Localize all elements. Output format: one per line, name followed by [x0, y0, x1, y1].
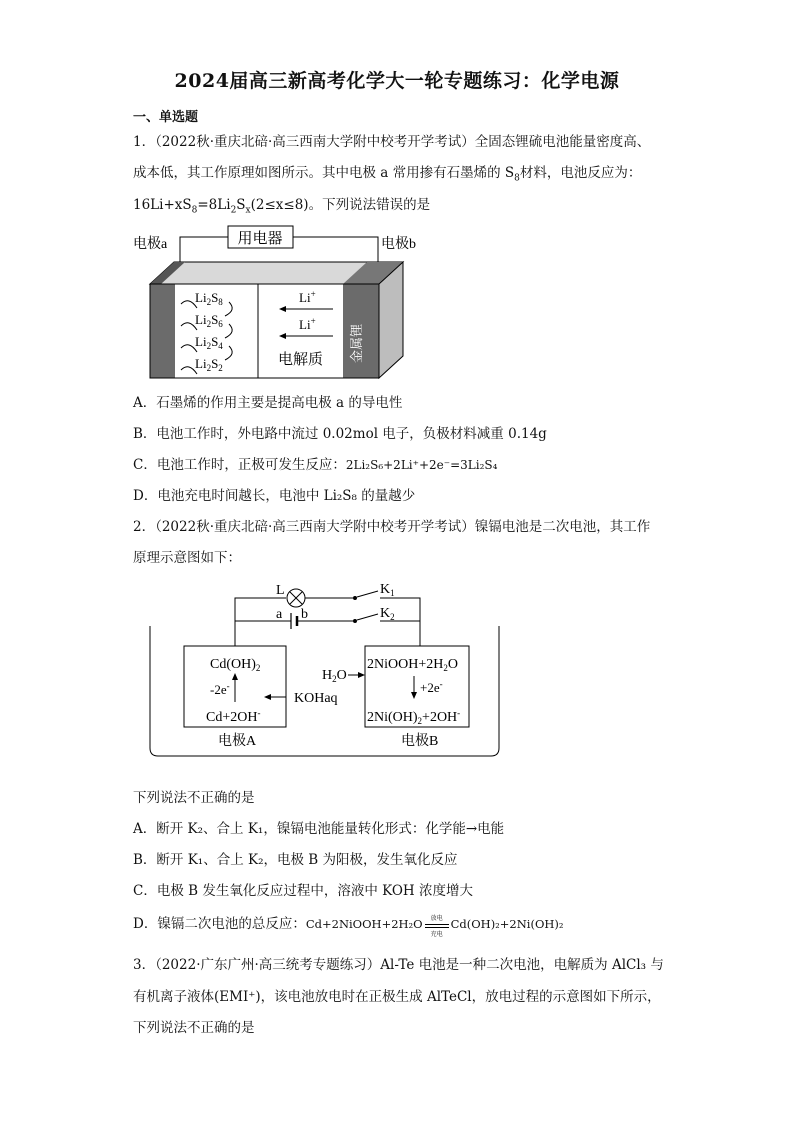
k2-label: $K_2$	[380, 606, 395, 622]
q1-stem-line2: 成本低，其工作原理如图所示。其中电极 a 常用掺有石墨烯的 $S_8$材料，电池反应为：	[133, 165, 642, 184]
q3-stem-line2: 有机离子液体(EMI⁺)，该电池放电时在正极生成 AlTeCl，放电过程的示意图如下所示，	[133, 989, 661, 1005]
svg-text:+2e-: +2e-	[420, 679, 443, 695]
q2-option-d[interactable]: D．镍镉二次电池的总反应：Cd+2NiOOH+2H₂O 放电 充电 Cd(OH)₂+2Ni(OH)₂	[133, 914, 564, 938]
q2-stem-line2: 原理示意图如下：	[133, 550, 241, 566]
reversible-arrow: 放电 充电	[425, 918, 449, 932]
electrode-a-caption: 电极A	[218, 734, 257, 749]
svg-text:Cd+2OH-: Cd+2OH-	[206, 708, 261, 725]
q2-stem-line1: 2．（2022秋·重庆北碚·高三西南大学附中校考开学考试）镍镉电池是二次电池，其工作	[133, 519, 651, 535]
svg-text:Li2S2: $Li_2S_2$	[195, 356, 223, 373]
svg-text:Li2S8: $Li_2S_8$	[195, 290, 223, 307]
q1-stem-line1: 1．（2022秋·重庆北碚·高三西南大学附中校考开学考试）全固态锂硫电池能量密度高、	[133, 134, 651, 150]
b-label: b	[301, 607, 308, 622]
q1-option-d[interactable]: D．电池充电时间越长，电池中 Li₂S₈ 的量越少	[133, 488, 416, 504]
page-title: 2024届高三新高考化学大一轮专题练习：化学电源	[174, 70, 620, 92]
electrolyte-label: 电解质	[278, 352, 324, 368]
svg-text:Li+: Li+	[299, 289, 316, 305]
svg-text:Li2S4: $Li_2S_4$	[195, 334, 223, 351]
koh-label: KOHaq	[294, 691, 338, 706]
q1-battery-figure	[133, 218, 423, 388]
q2-option-a[interactable]: A．断开 K₂、合上 K₁，镍镉电池能量转化形式：化学能→电能	[133, 821, 505, 837]
q1-option-b[interactable]: B．电池工作时，外电路中流过 0.02mol 电子，负极材料减重 0.14g	[133, 426, 547, 442]
svg-text:2Ni(OH)2+2OH-: $2Ni(OH)_2+2OH^-$	[367, 708, 461, 726]
q3-stem-line1: 3．（2022·广东广州·高三统考专题练习）Al-Te 电池是一种二次电池，电解质为 AlCl₃ 与	[133, 957, 664, 973]
section-heading: 一、单选题	[133, 110, 199, 125]
metal-li-label: 金属锂	[349, 323, 364, 363]
svg-text:-2e-: -2e-	[210, 681, 230, 697]
q1-option-a[interactable]: A．石墨烯的作用主要是提高电极 a 的导电性	[133, 395, 403, 411]
electrode-b-caption: 电极B	[401, 734, 439, 749]
svg-text:Li2S6: $Li_2S_6$	[195, 312, 223, 329]
appliance-label: 用电器	[237, 231, 283, 247]
k1-label: $K_1$	[380, 582, 395, 598]
svg-text:H2O: $H_2O$	[322, 668, 347, 684]
q3-stem-line3: 下列说法不正确的是	[133, 1020, 255, 1036]
svg-text:Cd(OH)2: $Cd(OH)_2$	[210, 657, 261, 673]
q2-option-c[interactable]: C．电极 B 发生氧化反应过程中，溶液中 KOH 浓度增大	[133, 883, 473, 899]
q1-option-c[interactable]: C．电池工作时，正极可发生反应：2Li₂S₆+2Li⁺+2e⁻=3Li₂S₄	[133, 457, 498, 473]
q2-question-stem: 下列说法不正确的是	[133, 790, 255, 806]
q2-option-b[interactable]: B．断开 K₁、合上 K₂，电极 B 为阳极，发生氧化反应	[133, 852, 458, 868]
electrode-b-label: 电极b	[381, 237, 416, 252]
q1-stem-line3: $16Li+xS_8=8Li_2S_x(2\le x\le 8)$。下列说法错误的是	[133, 197, 431, 216]
q2-nicd-figure	[148, 578, 503, 763]
svg-text:Li+: Li+	[299, 316, 316, 332]
electrode-a-label: 电极a	[133, 237, 168, 252]
a-label: a	[276, 607, 283, 622]
svg-text:2NiOOH+2H2O: $2NiOOH+2H_2O$	[367, 657, 458, 673]
lamp-label: L	[276, 583, 285, 598]
